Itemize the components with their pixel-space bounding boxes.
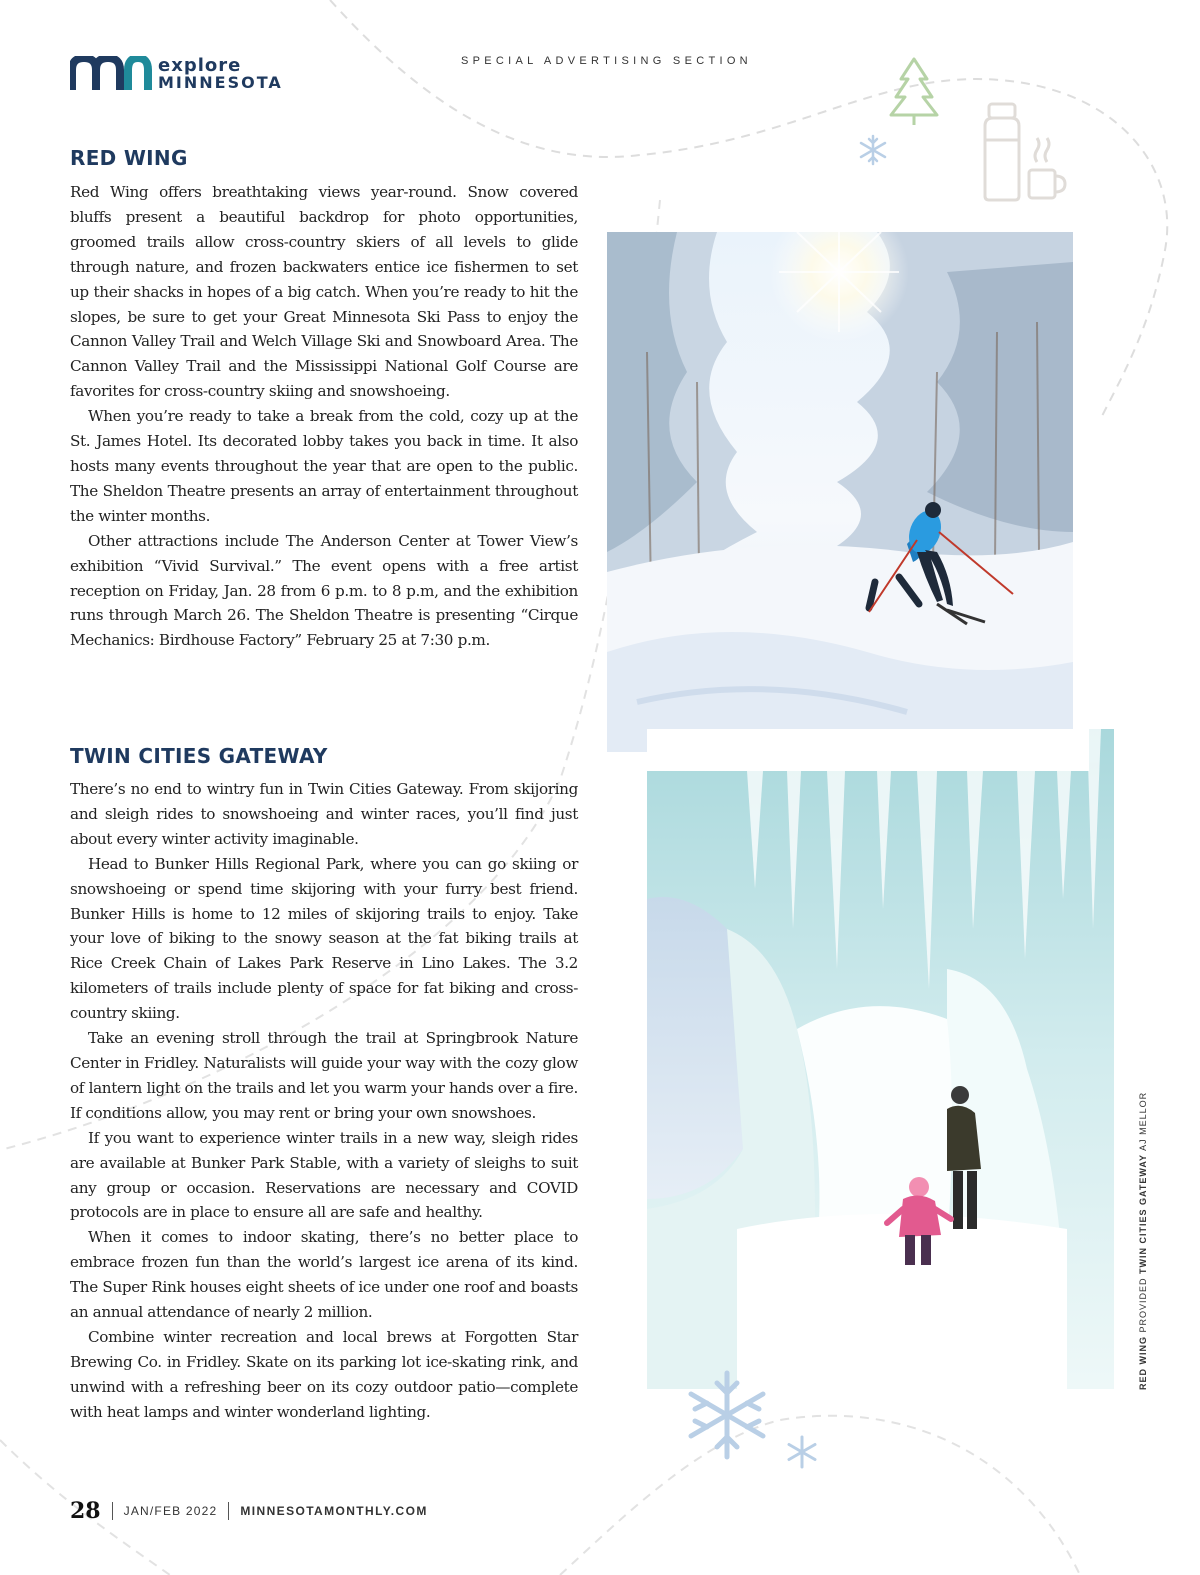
- red-wing-paragraph: When you’re ready to take a break from the cold, cozy up at the St. James Hotel. Its decorated lobby takes you back in time. It also hosts many events throughout the year that are open to the public. The Sheldon Theatre presents an array of entertainment throughout the winter months.: [70, 407, 578, 525]
- footer-divider: [228, 1502, 229, 1520]
- red-wing-paragraph: Red Wing offers breathtaking views year-round. Snow covered bluffs present a beautiful backdrop for photo opportunities, groomed trails allow cross-country skiers of all levels to glide through nature, and frozen backwaters entice ice fishermen to set up their shacks in hopes of a big catch. When you’re ready to hit the slopes, be sure to get your Great Minnesota Ski Pass to enjoy the Cannon Valley Trail and Welch Village Ski and Snowboard Area. The Cannon Valley Trail and the Mississippi National Golf Course are favorites for cross-country skiing and snowshoeing.: [70, 183, 578, 401]
- logo-minnesota-text: MINNESOTA: [158, 73, 283, 92]
- thermos-mug-icon: [975, 100, 1071, 204]
- twin-cities-paragraph: Combine winter recreation and local brews at Forgotten Star Brewing Co. in Fridley. Skate on its parking lot ice-skating rink, and unwind with a refreshing beer on its cozy outdoor patio—complete with heat lamps and winter wonderland lighting.: [70, 1327, 578, 1421]
- twin-cities-paragraph: Take an evening stroll through the trail at Springbrook Nature Center in Fridley. Naturalists will guide your way with the cozy glow of lantern light on the trails and let you warm your hands over a fire. If conditions allow, you may rent or bring your own snowshoes.: [70, 1029, 578, 1122]
- special-advertising-section-label: SPECIAL ADVERTISING SECTION: [461, 55, 752, 67]
- credit-twin-cities-source: AJ MELLOR: [1138, 1091, 1148, 1151]
- snowflake-icon: [784, 1434, 820, 1470]
- website-link[interactable]: MINNESOTAMONTHLY.COM: [240, 1504, 428, 1518]
- skier-photo: [607, 232, 1073, 752]
- mn-logo-icon: [70, 56, 152, 92]
- twin-cities-paragraph: Head to Bunker Hills Regional Park, where you can go skiing or snowshoeing or spend time skijoring with your furry best friend. Bunker Hills is home to 12 miles of skijoring trails to enjoy. Take your love of biking to the snowy season at the fat biking trails at Rice Creek Chain of Lakes Park Reserve in Lino Lakes. The 3.2 kilometers of trails include plenty of space for fat biking and cross-country skiing.: [70, 854, 578, 1023]
- page-footer: [70, 1498, 428, 1524]
- snowflake-icon: [680, 1368, 774, 1462]
- photo-credit: [1138, 1091, 1148, 1390]
- red-wing-paragraph: Other attractions include The Anderson Center at Tower View’s exhibition “Vivid Survival.” The event opens with a free artist reception on Friday, Jan. 28 from 6 p.m. to 8 p.m, and the exhibition runs through March 26. The Sheldon Theatre is presenting “Cirque Mechanics: Birdhouse Factory” February 25 at 7:30 p.m.: [70, 531, 578, 650]
- explore-minnesota-logo: [70, 56, 283, 92]
- twin-cities-article: [70, 777, 578, 1425]
- twin-cities-paragraph: When it comes to indoor skating, there’s no better place to embrace frozen fun than the world’s largest ice arena of its kind. The Super Rink houses eight sheets of ice under one roof and boasts an annual attendance of nearly 2 million.: [70, 1228, 578, 1322]
- ice-castle-photo: [647, 729, 1114, 1389]
- snowflake-icon: [856, 133, 890, 167]
- credit-red-wing-label: RED WING: [1138, 1336, 1148, 1390]
- pine-tree-icon: [885, 55, 943, 127]
- twin-cities-paragraph: There’s no end to wintry fun in Twin Cities Gateway. From skijoring and sleigh rides to snowshoeing and winter races, you’ll find just about every winter activity imaginable.: [70, 780, 578, 848]
- red-wing-article: [70, 180, 578, 653]
- logo-explore-text: explore: [158, 55, 242, 76]
- issue-date: JAN/FEB 2022: [123, 1504, 218, 1518]
- twin-cities-paragraph: If you want to experience winter trails in a new way, sleigh rides are available at Bunker Park Stable, with a variety of sleighs to suit any group or occasion. Reservations are necessary and COVID protocols are in place to ensure all are safe and healthy.: [70, 1128, 578, 1222]
- credit-red-wing-source: PROVIDED: [1138, 1277, 1148, 1333]
- credit-twin-cities-label: TWIN CITIES GATEWAY: [1138, 1153, 1148, 1274]
- footer-divider: [112, 1502, 113, 1520]
- red-wing-heading: RED WING: [70, 146, 188, 170]
- twin-cities-gateway-heading: TWIN CITIES GATEWAY: [70, 744, 328, 768]
- page-number: 28: [70, 1498, 101, 1524]
